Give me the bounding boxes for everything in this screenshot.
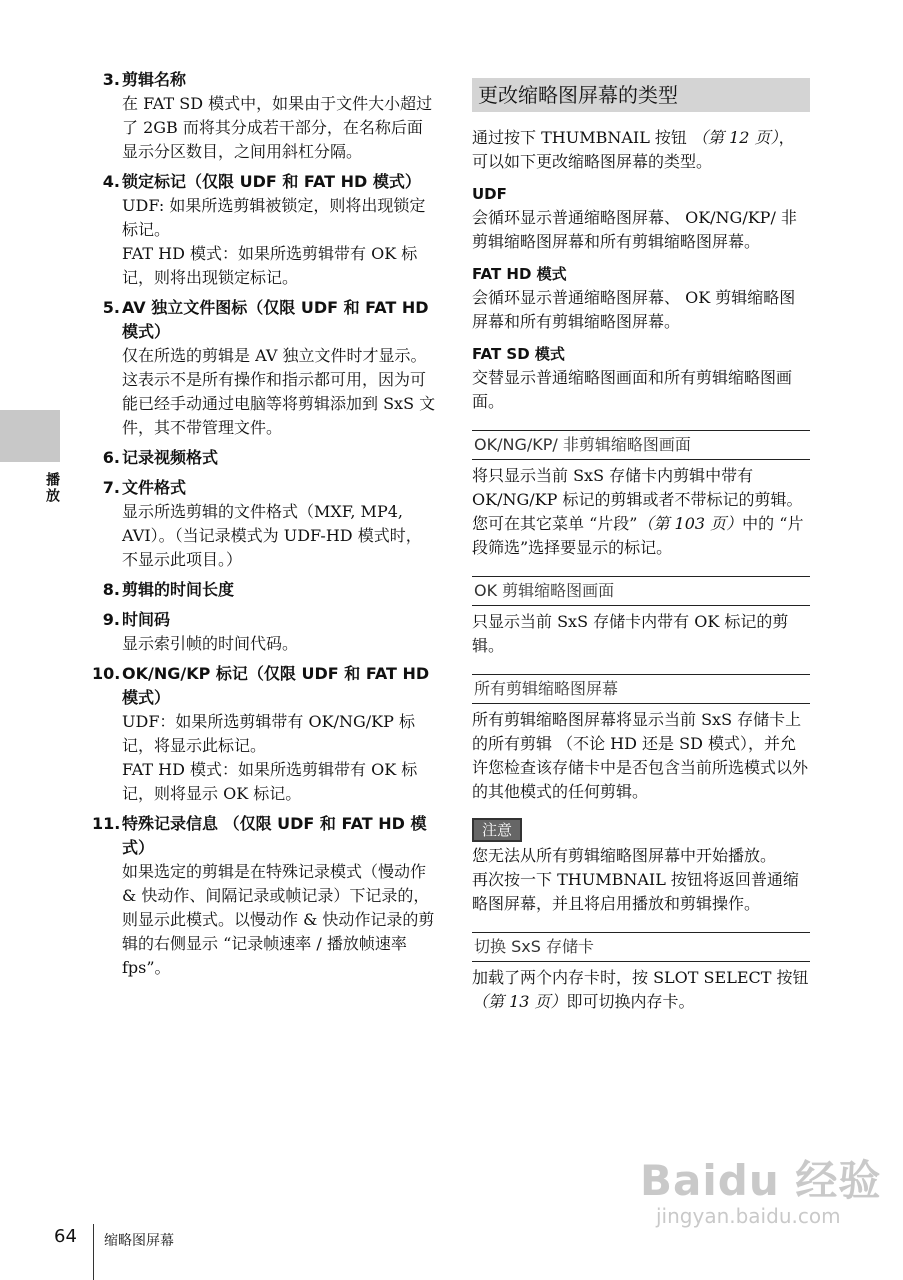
mode-list: [472, 182, 810, 414]
item-body: [122, 446, 437, 470]
item-title: 锁定标记（仅限 UDF 和 FAT HD 模式）: [122, 172, 421, 191]
intro-paragraph: [472, 126, 810, 174]
footer-divider: [93, 1224, 94, 1280]
item-number: 8.: [102, 580, 120, 599]
item-body: [122, 608, 437, 656]
item-body: [122, 812, 437, 980]
list-item: [92, 662, 437, 806]
note-paragraph: 您无法从所有剪辑缩略图屏幕中开始播放。: [472, 846, 777, 865]
list-item: [92, 812, 437, 980]
item-description: UDF：如果所选剪辑带有 OK/NG/KP 标记，将显示此标记。: [122, 712, 415, 755]
item-number: 10.: [92, 664, 121, 683]
paragraph-text: 您可在其它菜单 “片段”: [472, 514, 638, 533]
item-title: 记录视频格式: [122, 448, 219, 467]
intro-text: 通过按下 THUMBNAIL 按钮: [472, 128, 693, 147]
watermark-logo: Baidu 经验: [640, 1156, 882, 1205]
item-body: [122, 662, 437, 806]
list-item: [92, 608, 437, 656]
side-tab-label: 播放: [44, 472, 60, 504]
subsection-paragraph: 所有剪辑缩略图屏幕将显示当前 SxS 存储卡上的所有剪辑 （不论 HD 还是 SD 模式），并允许您检查该存储卡中是否包含当前所选模式以外的其他模式的任何剪辑。: [472, 710, 809, 801]
note-badge: 注意: [472, 818, 522, 842]
item-description: FAT HD 模式：如果所选剪辑带有 OK 标记，则将显示 OK 标记。: [122, 760, 418, 803]
item-number: 3.: [102, 70, 120, 89]
list-item: [92, 476, 437, 572]
item-title: 剪辑名称: [122, 70, 187, 89]
subsection-paragraph: [472, 512, 810, 560]
subsection-heading-all-clips: 所有剪辑缩略图屏幕: [472, 674, 810, 704]
side-tab-marker: [0, 410, 60, 462]
item-number: 7.: [102, 478, 120, 497]
item-number: 9.: [102, 610, 120, 629]
subsection-paragraph: [472, 966, 810, 1014]
intro-text-end: ，可以如下更改缩略图屏幕的类型。: [472, 128, 795, 171]
footer-title: 缩略图屏幕: [104, 1233, 174, 1249]
item-description: UDF: 如果所选剪辑被锁定，则将出现锁定标记。: [122, 196, 426, 239]
item-number: 11.: [92, 814, 121, 833]
page-reference-link[interactable]: （第 103 页）: [637, 514, 743, 533]
list-item: [92, 446, 437, 470]
item-number: 4.: [102, 172, 120, 191]
item-description: 显示所选剪辑的文件格式（MXF, MP4, AVI）。（当记录模式为 UDF-HD 模式时，不显示此项目。）: [122, 502, 422, 569]
item-body: [122, 68, 437, 164]
page-reference-link[interactable]: （第 13 页）: [472, 992, 567, 1011]
item-title: 特殊记录信息 （仅限 UDF 和 FAT HD 模式）: [122, 814, 427, 857]
left-column: [92, 68, 437, 986]
item-title: AV 独立文件图标（仅限 UDF 和 FAT HD 模式）: [122, 298, 429, 341]
list-item: [92, 68, 437, 164]
section-heading: 更改缩略图屏幕的类型: [472, 78, 810, 112]
list-item: [92, 578, 437, 602]
item-title: OK/NG/KP 标记（仅限 UDF 和 FAT HD 模式）: [122, 664, 430, 707]
page-number: 64: [54, 1226, 77, 1247]
mode-description: 会循环显示普通缩略图屏幕、 OK 剪辑缩略图屏幕和所有剪辑缩略图屏幕。: [472, 288, 796, 331]
item-number: 6.: [102, 448, 120, 467]
subsection-heading-ok-ng-kp: OK/NG/KP/ 非剪辑缩略图画面: [472, 430, 810, 460]
item-number: 5.: [102, 298, 120, 317]
item-description: FAT HD 模式：如果所选剪辑带有 OK 标记，则将出现锁定标记。: [122, 244, 418, 287]
item-description: 在 FAT SD 模式中，如果由于文件大小超过了 2GB 而将其分成若干部分，在名称后面显示分区数目，之间用斜杠分隔。: [122, 94, 433, 161]
item-title: 时间码: [122, 610, 171, 629]
paragraph-text: 加载了两个内存卡时，按 SLOT SELECT 按钮: [472, 968, 809, 987]
item-body: [122, 170, 437, 290]
paragraph-text-end: 中的 “片段筛选”选择要显示的标记。: [472, 514, 804, 557]
item-title: 剪辑的时间长度: [122, 580, 235, 599]
note-paragraph: 再次按一下 THUMBNAIL 按钮将返回普通缩略图屏幕，并且将启用播放和剪辑操作。: [472, 870, 799, 913]
right-column: [472, 78, 810, 1014]
item-description: 仅在所选的剪辑是 AV 独立文件时才显示。这表示不是所有操作和指示都可用，因为可能已经手动通过电脑等将剪辑添加到 SxS 文件，其不带管理文件。: [122, 346, 436, 437]
item-description: 如果选定的剪辑是在特殊记录模式（慢动作 & 快动作、间隔记录或帧记录）下记录的，则显示此模式。以慢动作 & 快动作记录的剪辑的右侧显示 “记录帧速率 / 播放帧速率 fps”。: [122, 862, 435, 977]
list-item: [92, 296, 437, 440]
mode-label: UDF: [472, 185, 507, 203]
watermark-url: jingyan.baidu.com: [656, 1204, 841, 1228]
item-body: [122, 476, 437, 572]
mode-description: 会循环显示普通缩略图屏幕、 OK/NG/KP/ 非剪辑缩略图屏幕和所有剪辑缩略图屏幕。: [472, 208, 797, 251]
mode-label: FAT SD 模式: [472, 345, 565, 363]
list-item: [92, 170, 437, 290]
item-title: 文件格式: [122, 478, 187, 497]
mode-label: FAT HD 模式: [472, 265, 567, 283]
baidu-watermark: [640, 1158, 881, 1228]
page-reference-link[interactable]: （第 12 页）: [692, 128, 779, 147]
item-description: 显示索引帧的时间代码。: [122, 634, 299, 653]
mode-description: 交替显示普通缩略图画面和所有剪辑缩略图画面。: [472, 368, 793, 411]
subsection-heading-ok: OK 剪辑缩略图画面: [472, 576, 810, 606]
subsection-paragraph: 只显示当前 SxS 存储卡内带有 OK 标记的剪辑。: [472, 612, 789, 655]
subsection-heading-switch-card: 切换 SxS 存储卡: [472, 932, 810, 962]
item-body: [122, 578, 437, 602]
subsection-paragraph: 将只显示当前 SxS 存储卡内剪辑中带有 OK/NG/KP 标记的剪辑或者不带标记的剪辑。: [472, 466, 803, 509]
paragraph-text-end: 即可切换内存卡。: [566, 992, 695, 1011]
item-body: [122, 296, 437, 440]
